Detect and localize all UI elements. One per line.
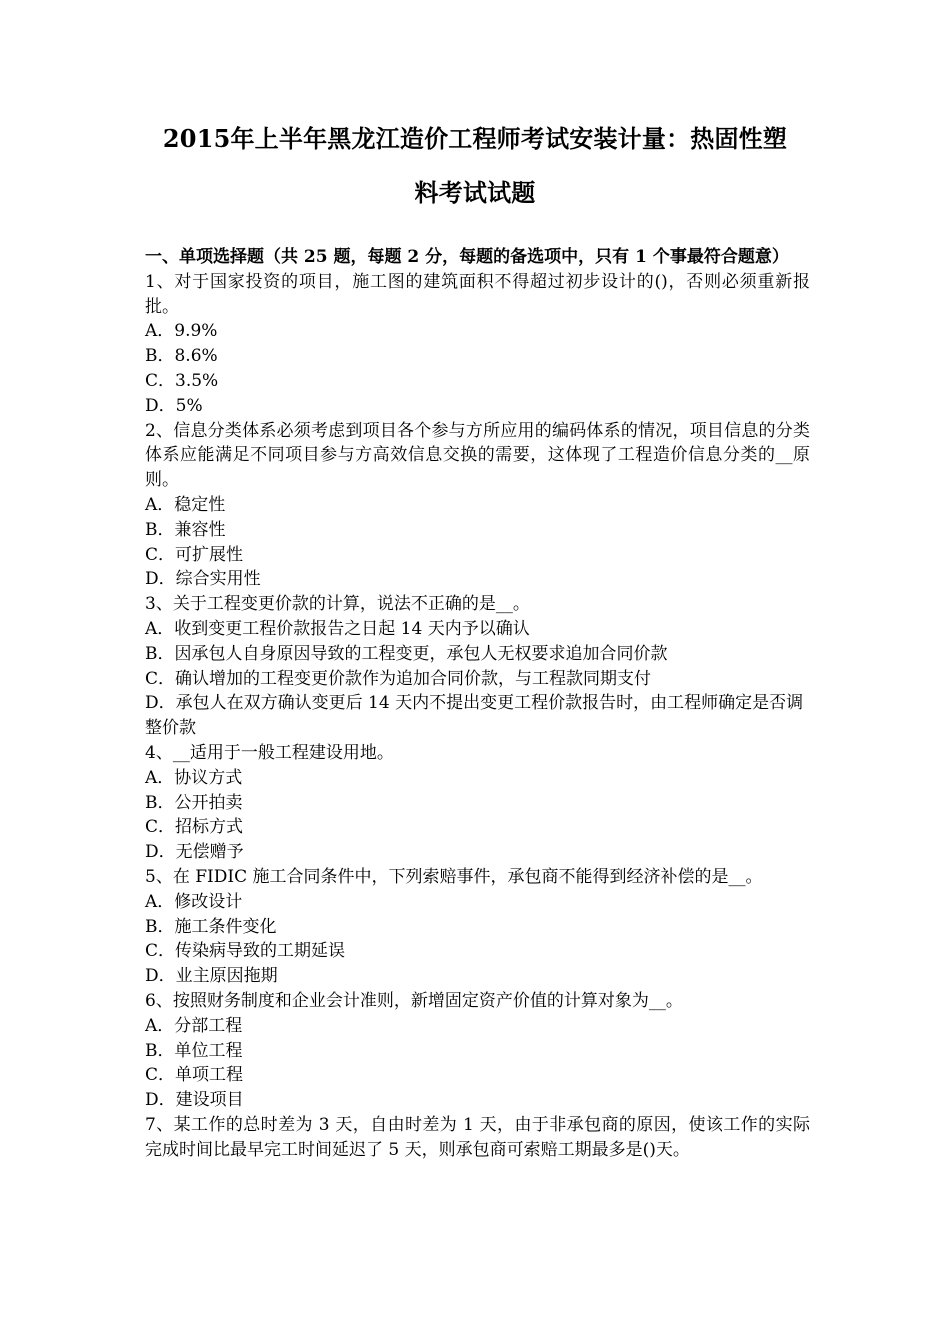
answer-option: C．单项工程	[145, 1065, 244, 1086]
question-stem: 6、按照财务制度和企业会计准则，新增固定资产价值的计算对象为__。	[145, 990, 683, 1011]
document-body	[145, 245, 810, 1162]
answer-option: A．稳定性	[145, 494, 226, 515]
question-stem: 4、__适用于一般工程建设用地。	[145, 742, 394, 763]
answer-option: C．招标方式	[145, 817, 244, 838]
question-item	[145, 741, 810, 865]
answer-option: A．分部工程	[145, 1015, 243, 1036]
answer-option: B．单位工程	[145, 1040, 243, 1061]
question-stem: 3、关于工程变更价款的计算，说法不正确的是__。	[145, 594, 530, 615]
question-item	[145, 592, 810, 741]
answer-option: B．因承包人自身原因导致的工程变更，承包人无权要求追加合同价款	[145, 643, 668, 664]
answer-option: B．施工条件变化	[145, 916, 277, 937]
answer-option: C．传染病导致的工期延误	[145, 941, 346, 962]
answer-option: C．可扩展性	[145, 544, 244, 565]
answer-option: B．兼容性	[145, 519, 226, 540]
answer-option: A．协议方式	[145, 767, 243, 788]
question-list	[145, 270, 810, 1163]
title-line-2: 料考试试题	[414, 178, 536, 207]
section-heading: 一、单项选择题（共 25 题，每题 2 分，每题的备选项中，只有 1 个事最符合题意）	[145, 247, 789, 267]
question-stem: 1、对于国家投资的项目，施工图的建筑面积不得超过初步设计的()，否则必须重新报批。	[145, 271, 810, 317]
question-item	[145, 270, 810, 419]
answer-option: D．业主原因拖期	[145, 966, 278, 987]
answer-option: C．3.5%	[145, 370, 219, 391]
question-item	[145, 1113, 810, 1163]
question-item	[145, 989, 810, 1113]
question-stem: 2、信息分类体系必须考虑到项目各个参与方所应用的编码体系的情况，项目信息的分类体系应能满足不同项目参与方高效信息交换的需要，这体现了工程造价信息分类的__原则。	[145, 420, 810, 491]
question-stem: 7、某工作的总时差为 3 天，自由时差为 1 天，由于非承包商的原因，使该工作的实际完成时间比最早完工时间延迟了 5 天，则承包商可索赔工期最多是()天。	[145, 1114, 810, 1160]
question-item	[145, 419, 810, 593]
answer-option: D．5%	[145, 395, 203, 416]
question-stem: 5、在 FIDIC 施工合同条件中，下列索赔事件，承包商不能得到经济补偿的是__。	[145, 866, 763, 887]
answer-option: D．综合实用性	[145, 569, 261, 590]
answer-option: B．8.6%	[145, 346, 218, 367]
answer-option: D．承包人在双方确认变更后 14 天内不提出变更工程价款报告时，由工程师确定是否调整价款	[145, 693, 804, 739]
question-item	[145, 865, 810, 989]
answer-option: D．建设项目	[145, 1090, 244, 1111]
document-title	[120, 112, 830, 220]
title-line-1: 2015年上半年黑龙江造价工程师考试安装计量：热固性塑	[162, 124, 788, 153]
answer-option: B．公开拍卖	[145, 792, 243, 813]
answer-option: A．收到变更工程价款报告之日起 14 天内予以确认	[145, 618, 530, 639]
answer-option: C．确认增加的工程变更价款作为追加合同价款，与工程款同期支付	[145, 668, 652, 689]
answer-option: D．无偿赠予	[145, 842, 244, 863]
answer-option: A．修改设计	[145, 891, 243, 912]
answer-option: A．9.9%	[145, 321, 218, 342]
